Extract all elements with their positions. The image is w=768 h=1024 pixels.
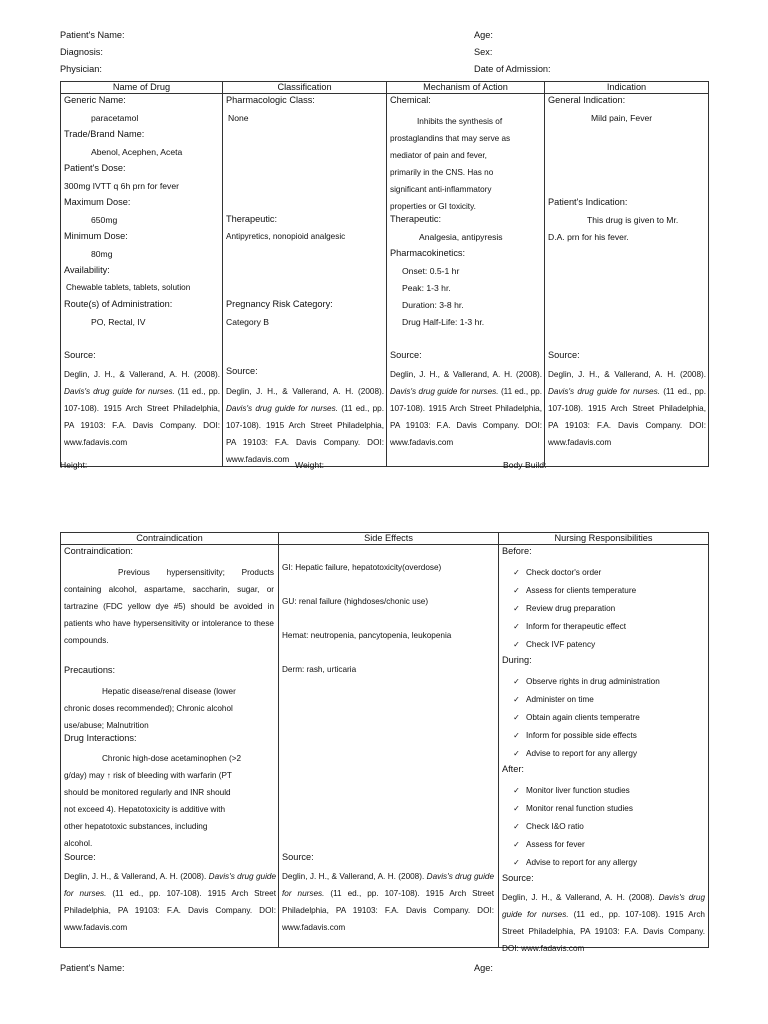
list-item: ✓ Monitor renal function studies bbox=[502, 800, 637, 818]
header-contraindication: Contraindication bbox=[61, 533, 279, 545]
pregnancy-category-value: Category B bbox=[226, 317, 269, 327]
side-effect-derm: Derm: rash, urticaria bbox=[282, 665, 357, 674]
half-life-value: Drug Half-Life: 1-3 hr. bbox=[402, 317, 485, 327]
check-icon: ✓ bbox=[513, 822, 520, 831]
source-label: Source: bbox=[502, 873, 534, 883]
mechanism-cell bbox=[387, 94, 544, 466]
check-icon: ✓ bbox=[513, 840, 520, 849]
drug-interactions-label: Drug Interactions: bbox=[64, 733, 137, 743]
list-item: ✓ Inform for therapeutic effect bbox=[502, 618, 636, 636]
check-icon: ✓ bbox=[513, 640, 520, 649]
side-effects-cell bbox=[279, 545, 498, 947]
drug-interactions-text: Chronic high-dose acetaminophen (>2 g/day) may ↑ risk of bleeding with warfarin (PT should be monitored regularly and INR should not exceed 4). Hepatotoxicity is additive with other hepatotoxic substances, including alcohol. bbox=[64, 754, 242, 848]
check-icon: ✓ bbox=[513, 713, 520, 722]
onset-value: Onset: 0.5-1 hr bbox=[402, 266, 460, 276]
footer-patient-name-label: Patient's Name: bbox=[60, 963, 125, 973]
contraindication-cell bbox=[61, 545, 278, 947]
check-icon: ✓ bbox=[513, 858, 520, 867]
general-indication-value: Mild pain, Fever bbox=[591, 113, 653, 123]
therapeutic-action-label: Therapeutic: bbox=[390, 214, 442, 224]
chemical-label: Chemical: bbox=[390, 95, 431, 105]
list-item: ✓ Observe rights in drug administration bbox=[502, 673, 660, 691]
header-side-effects: Side Effects bbox=[279, 533, 499, 545]
therapeutic-class-label: Therapeutic: bbox=[226, 214, 278, 224]
diagnosis-label: Diagnosis: bbox=[60, 47, 103, 57]
generic-name-value: paracetamol bbox=[91, 113, 139, 123]
list-item: ✓ Monitor liver function studies bbox=[502, 782, 637, 800]
before-list bbox=[502, 564, 636, 654]
pharmacologic-class-label: Pharmacologic Class: bbox=[226, 95, 315, 105]
list-item: ✓ Review drug preparation bbox=[502, 600, 636, 618]
side-effect-gi: GI: Hepatic failure, hepatotoxicity(overdose) bbox=[282, 563, 442, 572]
list-item: ✓ Advise to report for any allergy bbox=[502, 745, 660, 763]
after-list bbox=[502, 782, 637, 872]
source-citation: Deglin, J. H., & Vallerand, A. H. (2008). Davis's drug guide for nurses. (11 ed., pp. 107-108). 1915 Arch Street Philadelphia, PA 19103: F.A. Davis Company. DOI: www.fadavis.com bbox=[226, 387, 384, 464]
source-label: Source: bbox=[390, 350, 422, 360]
patient-dose-label: Patient's Dose: bbox=[64, 163, 126, 173]
precautions-text: Hepatic disease/renal disease (lower chronic doses recommended); Chronic alcohol use/abuse; Malnutrition bbox=[64, 687, 236, 730]
source-label: Source: bbox=[64, 852, 96, 862]
list-item: ✓ Assess for clients temperature bbox=[502, 582, 636, 600]
check-icon: ✓ bbox=[513, 695, 520, 704]
precautions-label: Precautions: bbox=[64, 665, 116, 675]
list-item: ✓ Check doctor's order bbox=[502, 564, 636, 582]
patient-indication-label: Patient's Indication: bbox=[548, 197, 628, 207]
footer-age-label: Age: bbox=[474, 963, 493, 973]
body-build-label: Body Build: bbox=[503, 460, 547, 470]
list-item: ✓ Assess for fever bbox=[502, 836, 637, 854]
list-item: ✓ Administer on time bbox=[502, 691, 660, 709]
check-icon: ✓ bbox=[513, 622, 520, 631]
list-item: ✓ Advise to report for any allergy bbox=[502, 854, 637, 872]
classification-cell bbox=[223, 94, 386, 466]
header-name-of-drug: Name of Drug bbox=[61, 82, 223, 94]
check-icon: ✓ bbox=[513, 586, 520, 595]
contraindication-label: Contraindication: bbox=[64, 546, 133, 556]
check-icon: ✓ bbox=[513, 749, 520, 758]
check-icon: ✓ bbox=[513, 677, 520, 686]
source-label: Source: bbox=[64, 350, 96, 360]
header-mechanism: Mechanism of Action bbox=[387, 82, 545, 94]
pregnancy-category-label: Pregnancy Risk Category: bbox=[226, 299, 333, 309]
general-indication-label: General Indication: bbox=[548, 95, 626, 105]
source-citation: Deglin, J. H., & Vallerand, A. H. (2008). Davis's drug guide for nurses. (11 ed., pp. 107-108). 1915 Arch Street Philadelphia, PA 19103: F.A. Davis Company. DOI: www.fadavis.com bbox=[64, 370, 220, 447]
name-of-drug-cell bbox=[61, 94, 222, 466]
check-icon: ✓ bbox=[513, 731, 520, 740]
check-icon: ✓ bbox=[513, 604, 520, 613]
source-citation: Deglin, J. H., & Vallerand, A. H. (2008). Davis's drug guide for nurses. (11 ed., pp. 107-108). 1915 Arch Street Philadelphia, PA 19103: F.A. Davis Company. DOI: www.fadavis.com bbox=[390, 370, 542, 447]
max-dose-label: Maximum Dose: bbox=[64, 197, 131, 207]
source-label: Source: bbox=[226, 366, 258, 376]
availability-label: Availability: bbox=[64, 265, 110, 275]
drug-info-table bbox=[60, 81, 709, 467]
weight-label: Weight: bbox=[295, 460, 324, 470]
header-nursing-responsibilities: Nursing Responsibilities bbox=[499, 533, 709, 545]
list-item: ✓ Check IVF patency bbox=[502, 636, 636, 654]
list-item: ✓ Inform for possible side effects bbox=[502, 727, 660, 745]
source-citation: Deglin, J. H., & Vallerand, A. H. (2008). Davis's drug guide for nurses. (11 ed., pp. 107-108). 1915 Arch Street Philadelphia, PA 19103: F.A. Davis Company. DOI: www.fadavis.com bbox=[64, 872, 277, 932]
check-icon: ✓ bbox=[513, 786, 520, 795]
admission-date-label: Date of Admission: bbox=[474, 64, 551, 74]
max-dose-value: 650mg bbox=[91, 215, 118, 225]
header-indication: Indication bbox=[545, 82, 709, 94]
source-citation: Deglin, J. H., & Vallerand, A. H. (2008). Davis's drug guide for nurses. (11 ed., pp. 107-108). 1915 Arch Street Philadelphia, PA 19103: F.A. Davis Company. DOI: www.fadavis.com bbox=[548, 370, 706, 447]
therapeutic-action-value: Analgesia, antipyresis bbox=[419, 232, 503, 242]
patient-indication-line2: D.A. prn for his fever. bbox=[548, 232, 629, 242]
pharmacologic-class-value: None bbox=[228, 113, 249, 123]
duration-value: Duration: 3-8 hr. bbox=[402, 300, 464, 310]
peak-value: Peak: 1-3 hr. bbox=[402, 283, 451, 293]
side-effect-gu: GU: renal failure (highdoses/chonic use) bbox=[282, 597, 429, 606]
availability-value: Chewable tablets, tablets, solution bbox=[66, 283, 191, 292]
source-citation: Deglin, J. H., & Vallerand, A. H. (2008). Davis's drug guide for nurses. (11 ed., pp. 107-108). 1915 Arch Street Philadelphia, PA 19103: F.A. Davis Company. DOI: www.fadavis.com bbox=[502, 893, 706, 953]
before-label: Before: bbox=[502, 546, 532, 556]
pharmacokinetics-label: Pharmacokinetics: bbox=[390, 248, 466, 258]
check-icon: ✓ bbox=[513, 804, 520, 813]
indication-cell bbox=[545, 94, 708, 466]
age-label: Age: bbox=[474, 30, 493, 40]
min-dose-label: Minimum Dose: bbox=[64, 231, 128, 241]
nursing-cell bbox=[499, 545, 708, 953]
chemical-text: Inhibits the synthesis of prostaglandins that may serve as mediator of pain and fever, primarily in the CNS. Has no significant anti-inflammatory properties or GI toxicity. bbox=[390, 117, 511, 211]
height-label: Height: bbox=[60, 460, 88, 470]
therapeutic-class-value: Antipyretics, nonopioid analgesic bbox=[226, 232, 346, 241]
route-label: Route(s) of Administration: bbox=[64, 299, 173, 309]
during-list bbox=[502, 673, 660, 763]
source-label: Source: bbox=[548, 350, 580, 360]
patient-dose-value: 300mg IVTT q 6h prn for fever bbox=[64, 181, 179, 191]
side-effect-hemat: Hemat: neutropenia, pancytopenia, leukopenia bbox=[282, 631, 452, 640]
contraindication-text: Previous hypersensitivity; Products containing alcohol, aspartame, saccharin, sugar, or tartrazine (FDC yellow dye #5) should be avoided in patients who have hypersensitivity or intolerance to these compounds. bbox=[64, 568, 274, 645]
generic-name-label: Generic Name: bbox=[64, 95, 126, 105]
sex-label: Sex: bbox=[474, 47, 493, 57]
after-label: After: bbox=[502, 764, 524, 774]
contraindication-table bbox=[60, 532, 709, 953]
during-label: During: bbox=[502, 655, 532, 665]
brand-name-value: Abenol, Acephen, Aceta bbox=[91, 147, 183, 157]
physician-label: Physician: bbox=[60, 64, 102, 74]
patient-name-label: Patient's Name: bbox=[60, 30, 125, 40]
header-classification: Classification bbox=[223, 82, 387, 94]
list-item: ✓ Check I&O ratio bbox=[502, 818, 637, 836]
source-label: Source: bbox=[282, 852, 314, 862]
brand-name-label: Trade/Brand Name: bbox=[64, 129, 145, 139]
route-value: PO, Rectal, IV bbox=[91, 317, 146, 327]
patient-indication-line1: This drug is given to Mr. bbox=[587, 215, 679, 225]
list-item: ✓ Obtain again clients temperatre bbox=[502, 709, 660, 727]
min-dose-value: 80mg bbox=[91, 249, 113, 259]
check-icon: ✓ bbox=[513, 568, 520, 577]
source-citation: Deglin, J. H., & Vallerand, A. H. (2008). Davis's drug guide for nurses. (11 ed., pp. 107-108). 1915 Arch Street Philadelphia, PA 19103: F.A. Davis Company. DOI: www.fadavis.com bbox=[282, 872, 495, 932]
